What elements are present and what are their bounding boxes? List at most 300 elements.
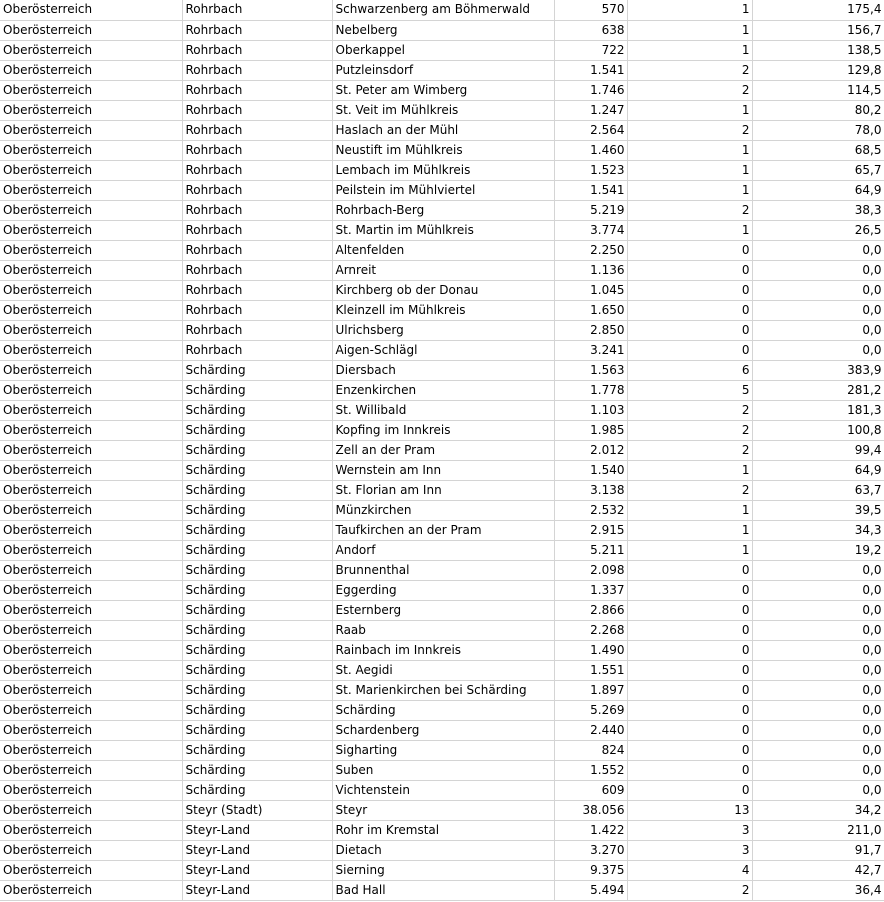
incidence-cell[interactable]: 0,0 — [752, 720, 884, 740]
municipality-cell[interactable]: St. Veit im Mühlkreis — [332, 100, 554, 120]
cases-cell[interactable]: 2 — [627, 420, 752, 440]
incidence-cell[interactable]: 34,2 — [752, 800, 884, 820]
table-row — [0, 480, 884, 500]
population-cell[interactable]: 1.490 — [554, 640, 627, 660]
incidence-cell[interactable]: 0,0 — [752, 780, 884, 800]
district-cell[interactable]: Schärding — [182, 460, 332, 480]
incidence-cell[interactable]: 211,0 — [752, 820, 884, 840]
municipality-cell[interactable]: Taufkirchen an der Pram — [332, 520, 554, 540]
state-cell[interactable]: Oberösterreich — [0, 20, 182, 40]
incidence-cell[interactable]: 0,0 — [752, 600, 884, 620]
cases-cell[interactable]: 1 — [627, 540, 752, 560]
incidence-cell[interactable]: 0,0 — [752, 580, 884, 600]
state-cell[interactable]: Oberösterreich — [0, 500, 182, 520]
municipality-cell[interactable]: Neustift im Mühlkreis — [332, 140, 554, 160]
incidence-cell[interactable]: 64,9 — [752, 460, 884, 480]
state-cell[interactable]: Oberösterreich — [0, 420, 182, 440]
municipality-cell[interactable]: Eggerding — [332, 580, 554, 600]
population-cell[interactable]: 1.985 — [554, 420, 627, 440]
cases-cell[interactable]: 0 — [627, 340, 752, 360]
incidence-cell[interactable]: 19,2 — [752, 540, 884, 560]
district-cell[interactable]: Schärding — [182, 420, 332, 440]
district-cell[interactable]: Rohrbach — [182, 240, 332, 260]
cases-cell[interactable]: 0 — [627, 760, 752, 780]
municipality-cell[interactable]: Ulrichsberg — [332, 320, 554, 340]
district-cell[interactable]: Schärding — [182, 380, 332, 400]
population-cell[interactable]: 1.247 — [554, 100, 627, 120]
district-cell[interactable]: Rohrbach — [182, 20, 332, 40]
cases-cell[interactable]: 0 — [627, 680, 752, 700]
municipality-cell[interactable]: Schardenberg — [332, 720, 554, 740]
cases-cell[interactable]: 0 — [627, 240, 752, 260]
cases-cell[interactable]: 3 — [627, 840, 752, 860]
population-cell[interactable]: 1.523 — [554, 160, 627, 180]
population-cell[interactable]: 2.268 — [554, 620, 627, 640]
state-cell[interactable]: Oberösterreich — [0, 760, 182, 780]
incidence-cell[interactable]: 114,5 — [752, 80, 884, 100]
incidence-cell[interactable]: 0,0 — [752, 700, 884, 720]
municipality-cell[interactable]: Aigen-Schlägl — [332, 340, 554, 360]
cases-cell[interactable]: 2 — [627, 80, 752, 100]
state-cell[interactable]: Oberösterreich — [0, 560, 182, 580]
cases-cell[interactable]: 0 — [627, 740, 752, 760]
cases-cell[interactable]: 1 — [627, 100, 752, 120]
state-cell[interactable]: Oberösterreich — [0, 80, 182, 100]
state-cell[interactable]: Oberösterreich — [0, 600, 182, 620]
incidence-cell[interactable]: 78,0 — [752, 120, 884, 140]
population-cell[interactable]: 1.103 — [554, 400, 627, 420]
district-cell[interactable]: Rohrbach — [182, 260, 332, 280]
incidence-cell[interactable]: 39,5 — [752, 500, 884, 520]
population-cell[interactable]: 38.056 — [554, 800, 627, 820]
table-row — [0, 800, 884, 820]
table-row — [0, 400, 884, 420]
district-cell[interactable]: Rohrbach — [182, 80, 332, 100]
district-cell[interactable]: Schärding — [182, 720, 332, 740]
state-cell[interactable]: Oberösterreich — [0, 60, 182, 80]
incidence-cell[interactable]: 138,5 — [752, 40, 884, 60]
state-cell[interactable]: Oberösterreich — [0, 160, 182, 180]
incidence-cell[interactable]: 0,0 — [752, 620, 884, 640]
cases-cell[interactable]: 2 — [627, 60, 752, 80]
population-cell[interactable]: 3.241 — [554, 340, 627, 360]
table-row — [0, 380, 884, 400]
population-cell[interactable]: 5.494 — [554, 880, 627, 900]
district-cell[interactable]: Schärding — [182, 700, 332, 720]
table-row — [0, 120, 884, 140]
municipality-cell[interactable]: Rohr im Kremstal — [332, 820, 554, 840]
state-cell[interactable]: Oberösterreich — [0, 580, 182, 600]
municipality-cell[interactable]: Raab — [332, 620, 554, 640]
district-cell[interactable]: Steyr-Land — [182, 880, 332, 900]
population-cell[interactable]: 1.552 — [554, 760, 627, 780]
incidence-cell[interactable]: 156,7 — [752, 20, 884, 40]
district-cell[interactable]: Schärding — [182, 740, 332, 760]
municipality-cell[interactable]: Brunnenthal — [332, 560, 554, 580]
cases-cell[interactable]: 2 — [627, 120, 752, 140]
state-cell[interactable]: Oberösterreich — [0, 400, 182, 420]
population-cell[interactable]: 722 — [554, 40, 627, 60]
cases-cell[interactable]: 0 — [627, 640, 752, 660]
incidence-cell[interactable]: 0,0 — [752, 560, 884, 580]
incidence-cell[interactable]: 0,0 — [752, 760, 884, 780]
district-cell[interactable]: Schärding — [182, 400, 332, 420]
table-row — [0, 460, 884, 480]
cases-cell[interactable]: 0 — [627, 700, 752, 720]
incidence-cell[interactable]: 0,0 — [752, 340, 884, 360]
incidence-cell[interactable]: 383,9 — [752, 360, 884, 380]
municipality-cell[interactable]: Putzleinsdorf — [332, 60, 554, 80]
state-cell[interactable]: Oberösterreich — [0, 660, 182, 680]
cases-cell[interactable]: 1 — [627, 520, 752, 540]
population-cell[interactable]: 1.778 — [554, 380, 627, 400]
state-cell[interactable]: Oberösterreich — [0, 680, 182, 700]
municipality-cell[interactable]: Rohrbach-Berg — [332, 200, 554, 220]
district-cell[interactable]: Schärding — [182, 500, 332, 520]
population-cell[interactable]: 824 — [554, 740, 627, 760]
state-cell[interactable]: Oberösterreich — [0, 300, 182, 320]
population-cell[interactable]: 5.211 — [554, 540, 627, 560]
district-cell[interactable]: Steyr-Land — [182, 820, 332, 840]
incidence-cell[interactable]: 0,0 — [752, 660, 884, 680]
population-cell[interactable]: 1.746 — [554, 80, 627, 100]
district-cell[interactable]: Steyr-Land — [182, 860, 332, 880]
municipality-cell[interactable]: Sigharting — [332, 740, 554, 760]
district-cell[interactable]: Schärding — [182, 780, 332, 800]
municipality-cell[interactable]: Kirchberg ob der Donau — [332, 280, 554, 300]
district-cell[interactable]: Schärding — [182, 760, 332, 780]
cases-cell[interactable]: 0 — [627, 560, 752, 580]
state-cell[interactable]: Oberösterreich — [0, 240, 182, 260]
table-row — [0, 660, 884, 680]
cases-cell[interactable]: 2 — [627, 400, 752, 420]
population-cell[interactable]: 1.541 — [554, 180, 627, 200]
cases-cell[interactable]: 1 — [627, 40, 752, 60]
incidence-cell[interactable]: 99,4 — [752, 440, 884, 460]
district-cell[interactable]: Schärding — [182, 540, 332, 560]
district-cell[interactable]: Rohrbach — [182, 0, 332, 20]
incidence-cell[interactable]: 0,0 — [752, 300, 884, 320]
district-cell[interactable]: Rohrbach — [182, 160, 332, 180]
cases-cell[interactable]: 6 — [627, 360, 752, 380]
state-cell[interactable]: Oberösterreich — [0, 100, 182, 120]
cases-cell[interactable]: 5 — [627, 380, 752, 400]
table-row — [0, 100, 884, 120]
cases-cell[interactable]: 2 — [627, 480, 752, 500]
district-cell[interactable]: Schärding — [182, 580, 332, 600]
population-cell[interactable]: 2.532 — [554, 500, 627, 520]
table-row — [0, 680, 884, 700]
municipality-cell[interactable]: St. Martin im Mühlkreis — [332, 220, 554, 240]
municipality-cell[interactable]: St. Marienkirchen bei Schärding — [332, 680, 554, 700]
cases-cell[interactable]: 0 — [627, 300, 752, 320]
state-cell[interactable]: Oberösterreich — [0, 0, 182, 20]
population-cell[interactable]: 3.270 — [554, 840, 627, 860]
state-cell[interactable]: Oberösterreich — [0, 320, 182, 340]
district-cell[interactable]: Schärding — [182, 680, 332, 700]
state-cell[interactable]: Oberösterreich — [0, 800, 182, 820]
state-cell[interactable]: Oberösterreich — [0, 480, 182, 500]
incidence-cell[interactable]: 64,9 — [752, 180, 884, 200]
municipality-cell[interactable]: Wernstein am Inn — [332, 460, 554, 480]
population-cell[interactable]: 2.564 — [554, 120, 627, 140]
state-cell[interactable]: Oberösterreich — [0, 780, 182, 800]
table-row — [0, 520, 884, 540]
population-cell[interactable]: 1.045 — [554, 280, 627, 300]
state-cell[interactable]: Oberösterreich — [0, 540, 182, 560]
district-cell[interactable]: Schärding — [182, 440, 332, 460]
cases-cell[interactable]: 0 — [627, 660, 752, 680]
incidence-cell[interactable]: 65,7 — [752, 160, 884, 180]
district-cell[interactable]: Schärding — [182, 600, 332, 620]
district-cell[interactable]: Rohrbach — [182, 60, 332, 80]
state-cell[interactable]: Oberösterreich — [0, 740, 182, 760]
incidence-cell[interactable]: 0,0 — [752, 320, 884, 340]
state-cell[interactable]: Oberösterreich — [0, 360, 182, 380]
table-row — [0, 140, 884, 160]
state-cell[interactable]: Oberösterreich — [0, 380, 182, 400]
incidence-cell[interactable]: 0,0 — [752, 680, 884, 700]
municipality-cell[interactable]: Sierning — [332, 860, 554, 880]
table-row — [0, 340, 884, 360]
municipality-cell[interactable]: Altenfelden — [332, 240, 554, 260]
table-row — [0, 60, 884, 80]
municipality-cell[interactable]: Schärding — [332, 700, 554, 720]
table-row — [0, 20, 884, 40]
cases-cell[interactable]: 1 — [627, 500, 752, 520]
cases-cell[interactable]: 0 — [627, 260, 752, 280]
cases-cell[interactable]: 1 — [627, 0, 752, 20]
incidence-cell[interactable]: 91,7 — [752, 840, 884, 860]
cases-cell[interactable]: 2 — [627, 880, 752, 900]
incidence-cell[interactable]: 100,8 — [752, 420, 884, 440]
table-row — [0, 360, 884, 380]
cases-cell[interactable]: 0 — [627, 280, 752, 300]
table-row — [0, 500, 884, 520]
district-cell[interactable]: Rohrbach — [182, 200, 332, 220]
population-cell[interactable]: 5.219 — [554, 200, 627, 220]
table-row — [0, 880, 884, 900]
municipality-cell[interactable]: Peilstein im Mühlviertel — [332, 180, 554, 200]
table-row — [0, 320, 884, 340]
state-cell[interactable]: Oberösterreich — [0, 340, 182, 360]
incidence-cell[interactable]: 0,0 — [752, 640, 884, 660]
population-cell[interactable]: 2.866 — [554, 600, 627, 620]
population-cell[interactable]: 9.375 — [554, 860, 627, 880]
state-cell[interactable]: Oberösterreich — [0, 140, 182, 160]
population-cell[interactable]: 1.897 — [554, 680, 627, 700]
municipality-cell[interactable]: Enzenkirchen — [332, 380, 554, 400]
district-cell[interactable]: Schärding — [182, 480, 332, 500]
district-cell[interactable]: Rohrbach — [182, 320, 332, 340]
state-cell[interactable]: Oberösterreich — [0, 200, 182, 220]
incidence-cell[interactable]: 0,0 — [752, 260, 884, 280]
table-row — [0, 440, 884, 460]
municipality-cell[interactable]: Kopfing im Innkreis — [332, 420, 554, 440]
incidence-cell[interactable]: 34,3 — [752, 520, 884, 540]
state-cell[interactable]: Oberösterreich — [0, 700, 182, 720]
municipality-cell[interactable]: Andorf — [332, 540, 554, 560]
municipality-cell[interactable]: Esternberg — [332, 600, 554, 620]
population-cell[interactable]: 1.563 — [554, 360, 627, 380]
incidence-cell[interactable]: 281,2 — [752, 380, 884, 400]
district-cell[interactable]: Schärding — [182, 620, 332, 640]
municipality-cell[interactable]: Diersbach — [332, 360, 554, 380]
municipality-cell[interactable]: Suben — [332, 760, 554, 780]
cases-cell[interactable]: 1 — [627, 20, 752, 40]
incidence-cell[interactable]: 175,4 — [752, 0, 884, 20]
table-row — [0, 640, 884, 660]
district-cell[interactable]: Rohrbach — [182, 280, 332, 300]
state-cell[interactable]: Oberösterreich — [0, 520, 182, 540]
cases-cell[interactable]: 0 — [627, 600, 752, 620]
cases-cell[interactable]: 2 — [627, 200, 752, 220]
incidence-cell[interactable]: 26,5 — [752, 220, 884, 240]
incidence-cell[interactable]: 181,3 — [752, 400, 884, 420]
state-cell[interactable]: Oberösterreich — [0, 720, 182, 740]
state-cell[interactable]: Oberösterreich — [0, 280, 182, 300]
municipality-cell[interactable]: St. Willibald — [332, 400, 554, 420]
municipality-cell[interactable]: Münzkirchen — [332, 500, 554, 520]
population-cell[interactable]: 1.337 — [554, 580, 627, 600]
district-cell[interactable]: Rohrbach — [182, 300, 332, 320]
incidence-cell[interactable]: 129,8 — [752, 60, 884, 80]
population-cell[interactable]: 1.541 — [554, 60, 627, 80]
population-cell[interactable]: 2.250 — [554, 240, 627, 260]
state-cell[interactable]: Oberösterreich — [0, 220, 182, 240]
state-cell[interactable]: Oberösterreich — [0, 180, 182, 200]
population-cell[interactable]: 570 — [554, 0, 627, 20]
incidence-cell[interactable]: 80,2 — [752, 100, 884, 120]
municipality-cell[interactable]: Steyr — [332, 800, 554, 820]
population-cell[interactable]: 2.098 — [554, 560, 627, 580]
table-row — [0, 260, 884, 280]
cases-cell[interactable]: 1 — [627, 220, 752, 240]
population-cell[interactable]: 1.650 — [554, 300, 627, 320]
state-cell[interactable]: Oberösterreich — [0, 260, 182, 280]
district-cell[interactable]: Rohrbach — [182, 180, 332, 200]
population-cell[interactable]: 1.460 — [554, 140, 627, 160]
table-row — [0, 540, 884, 560]
population-cell[interactable]: 609 — [554, 780, 627, 800]
district-cell[interactable]: Schärding — [182, 560, 332, 580]
district-cell[interactable]: Rohrbach — [182, 220, 332, 240]
municipality-cell[interactable]: St. Florian am Inn — [332, 480, 554, 500]
cases-cell[interactable]: 0 — [627, 620, 752, 640]
municipality-cell[interactable]: Rainbach im Innkreis — [332, 640, 554, 660]
incidence-cell[interactable]: 36,4 — [752, 880, 884, 900]
cases-cell[interactable]: 1 — [627, 460, 752, 480]
state-cell[interactable]: Oberösterreich — [0, 840, 182, 860]
municipality-cell[interactable]: Arnreit — [332, 260, 554, 280]
cases-cell[interactable]: 1 — [627, 140, 752, 160]
district-cell[interactable]: Schärding — [182, 360, 332, 380]
district-cell[interactable]: Rohrbach — [182, 120, 332, 140]
incidence-cell[interactable]: 0,0 — [752, 240, 884, 260]
municipality-cell[interactable]: Schwarzenberg am Böhmerwald — [332, 0, 554, 20]
district-cell[interactable]: Steyr-Land — [182, 840, 332, 860]
population-cell[interactable]: 2.440 — [554, 720, 627, 740]
state-cell[interactable]: Oberösterreich — [0, 440, 182, 460]
cases-cell[interactable]: 3 — [627, 820, 752, 840]
population-cell[interactable]: 638 — [554, 20, 627, 40]
table-row — [0, 80, 884, 100]
cases-cell[interactable]: 13 — [627, 800, 752, 820]
municipality-cell[interactable]: Vichtenstein — [332, 780, 554, 800]
district-cell[interactable]: Rohrbach — [182, 40, 332, 60]
population-cell[interactable]: 5.269 — [554, 700, 627, 720]
table-row — [0, 240, 884, 260]
population-cell[interactable]: 2.012 — [554, 440, 627, 460]
district-cell[interactable]: Rohrbach — [182, 340, 332, 360]
cases-cell[interactable]: 0 — [627, 720, 752, 740]
table-row — [0, 780, 884, 800]
table-row — [0, 740, 884, 760]
district-cell[interactable]: Rohrbach — [182, 100, 332, 120]
incidence-cell[interactable]: 42,7 — [752, 860, 884, 880]
incidence-cell[interactable]: 68,5 — [752, 140, 884, 160]
municipality-cell[interactable]: Kleinzell im Mühlkreis — [332, 300, 554, 320]
district-cell[interactable]: Steyr (Stadt) — [182, 800, 332, 820]
table-row — [0, 560, 884, 580]
municipality-cell[interactable]: Haslach an der Mühl — [332, 120, 554, 140]
district-cell[interactable]: Schärding — [182, 520, 332, 540]
municipality-cell[interactable]: Zell an der Pram — [332, 440, 554, 460]
cases-cell[interactable]: 1 — [627, 180, 752, 200]
incidence-cell[interactable]: 63,7 — [752, 480, 884, 500]
cases-cell[interactable]: 4 — [627, 860, 752, 880]
incidence-cell[interactable]: 38,3 — [752, 200, 884, 220]
table-row — [0, 720, 884, 740]
state-cell[interactable]: Oberösterreich — [0, 880, 182, 900]
municipality-cell[interactable]: Dietach — [332, 840, 554, 860]
municipality-cell[interactable]: Oberkappel — [332, 40, 554, 60]
cases-cell[interactable]: 2 — [627, 440, 752, 460]
state-cell[interactable]: Oberösterreich — [0, 120, 182, 140]
cases-cell[interactable]: 0 — [627, 580, 752, 600]
population-cell[interactable]: 2.915 — [554, 520, 627, 540]
population-cell[interactable]: 1.540 — [554, 460, 627, 480]
municipality-cell[interactable]: St. Peter am Wimberg — [332, 80, 554, 100]
municipality-cell[interactable]: Lembach im Mühlkreis — [332, 160, 554, 180]
cases-cell[interactable]: 1 — [627, 160, 752, 180]
district-cell[interactable]: Rohrbach — [182, 140, 332, 160]
cases-cell[interactable]: 0 — [627, 320, 752, 340]
table-row — [0, 40, 884, 60]
state-cell[interactable]: Oberösterreich — [0, 820, 182, 840]
municipality-cell[interactable]: Nebelberg — [332, 20, 554, 40]
municipality-cell[interactable]: St. Aegidi — [332, 660, 554, 680]
incidence-cell[interactable]: 0,0 — [752, 280, 884, 300]
population-cell[interactable]: 2.850 — [554, 320, 627, 340]
state-cell[interactable]: Oberösterreich — [0, 860, 182, 880]
district-cell[interactable]: Schärding — [182, 660, 332, 680]
population-cell[interactable]: 1.551 — [554, 660, 627, 680]
population-cell[interactable]: 3.774 — [554, 220, 627, 240]
state-cell[interactable]: Oberösterreich — [0, 40, 182, 60]
municipality-cell[interactable]: Bad Hall — [332, 880, 554, 900]
state-cell[interactable]: Oberösterreich — [0, 640, 182, 660]
cases-cell[interactable]: 0 — [627, 780, 752, 800]
district-cell[interactable]: Schärding — [182, 640, 332, 660]
population-cell[interactable]: 1.136 — [554, 260, 627, 280]
population-cell[interactable]: 3.138 — [554, 480, 627, 500]
state-cell[interactable]: Oberösterreich — [0, 620, 182, 640]
population-cell[interactable]: 1.422 — [554, 820, 627, 840]
table-row — [0, 840, 884, 860]
state-cell[interactable]: Oberösterreich — [0, 460, 182, 480]
incidence-cell[interactable]: 0,0 — [752, 740, 884, 760]
